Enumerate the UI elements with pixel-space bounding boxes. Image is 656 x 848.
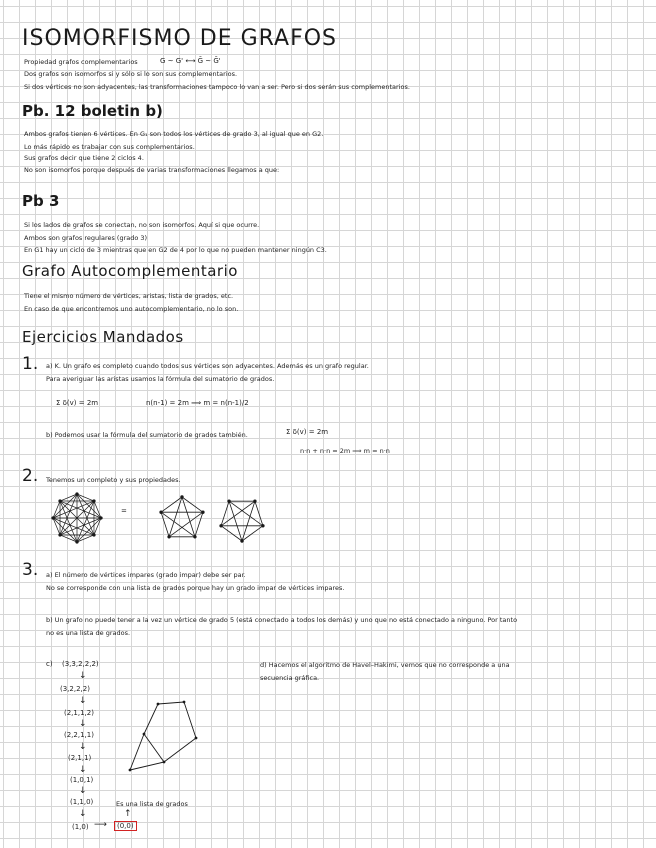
exercise-number-2: 2.: [22, 466, 39, 486]
up-arrow-icon: ↑: [124, 809, 132, 819]
section-heading-pb3: Pb 3: [22, 192, 60, 210]
e1-a-line: Para averiguar las aristas usamos la fórmula del sumatorio de grados.: [46, 375, 275, 383]
sequence-step: (2,1,1): [68, 754, 92, 762]
right-arrow-icon: ⟶: [94, 820, 107, 830]
graph-edge: [161, 512, 195, 537]
down-arrow-icon: ↓: [79, 765, 87, 775]
equals-sign: =: [121, 507, 127, 515]
section-heading-pb12: Pb. 12 boletin b): [22, 102, 163, 120]
exercise-number-3: 3.: [22, 560, 39, 580]
graph-vertex: [168, 535, 171, 538]
down-arrow-icon: ↓: [79, 742, 87, 752]
graph-k8-drawing: [42, 488, 112, 548]
sequence-step: (1,0,1): [70, 776, 94, 784]
page-title: ISOMORFISMO DE GRAFOS: [22, 26, 338, 51]
down-arrow-icon: ↓: [79, 809, 87, 819]
graph-vertex: [160, 511, 163, 514]
sequence-step: (3,2,2,2): [60, 685, 90, 693]
graph-edge: [255, 501, 263, 526]
auto-line: En caso de que encontremos uno autocomplementario, no lo son.: [24, 305, 239, 313]
sequence-step: (1,0): [72, 823, 89, 831]
e1-a-line: a) K. Un grafo es completo cuando todos sus vértices son adyacentes. Además es un grafo regular.: [46, 362, 369, 370]
graph-vertex: [241, 540, 244, 543]
graph-vertex: [93, 500, 96, 503]
graph-vertex: [59, 500, 62, 503]
e3-b-line: b) Un grafo no puede tener a la vez un vértice de grado 5 (está conectado a todos los demás) y uno que no está conectado a ninguno. Por tanto: [46, 616, 518, 624]
graph-vertex: [59, 534, 62, 537]
graph-vertex: [76, 541, 79, 544]
exercise-number-1: 1.: [22, 354, 39, 374]
e1-formula-n: n(n-1) = 2m ⟹ m = n(n-1)/2: [146, 399, 249, 407]
pb3-line: Si los lados de grafos se conectan, no son isomorfos. Aquí si que ocurre.: [24, 221, 260, 229]
graph-edge: [229, 501, 263, 526]
pb3-line: Ambos son grafos regulares (grado 3): [24, 234, 148, 242]
graph-vertex: [194, 535, 197, 538]
graph-vertex: [220, 524, 223, 527]
e1-b-formula-n: n·n + n·n = 2m ⟹ m = n·n: [300, 447, 390, 455]
e3-d-line: d) Hacemos el algoritmo de Havel–Hakimi, vemos que no corresponde a una: [260, 661, 510, 669]
graph-edge: [169, 512, 203, 537]
pb12-line: Lo más rápido es trabajar con sus complementarios.: [24, 143, 195, 151]
e3-a-line: a) El número de vértices impares (grado impar) debe ser par.: [46, 571, 246, 579]
e3-d-line: secuencia gráfica.: [260, 674, 320, 682]
e3-b-line: no es una lista de grados.: [46, 629, 131, 637]
graph-edge: [182, 497, 203, 512]
intro-line: Propiedad grafos complementarios: [24, 58, 138, 66]
graph-vertex: [93, 534, 96, 537]
e1-b-line: b) Podemos usar la fórmula del sumatorio de grados también.: [46, 431, 248, 439]
graph-edge: [221, 526, 242, 541]
graph-edge: [195, 512, 203, 537]
intro-line: Dos grafos son isomorfos si y sólo si lo son sus complementarios.: [24, 70, 238, 78]
graph-vertex: [100, 517, 103, 520]
graph-edge: [229, 501, 242, 541]
graph-vertex: [52, 517, 55, 520]
sequence-step: (3,3,2,2,2): [62, 660, 99, 668]
graph-vertex: [76, 493, 79, 496]
graph-edge: [182, 497, 195, 537]
e3-c-label: c): [46, 660, 53, 668]
pb12-line: No son isomorfos porque después de varias transformaciones llegamos a que:: [24, 166, 280, 174]
intro-formula: G ~ G' ⟷ Ḡ ~ Ḡ': [160, 57, 221, 65]
graph-vertex: [262, 524, 265, 527]
auto-line: Tiene el mismo número de vértices, aristas, lista de grados, etc.: [24, 292, 234, 300]
graph-edge: [221, 501, 229, 526]
graph-edge: [169, 497, 182, 537]
down-arrow-icon: ↓: [79, 719, 87, 729]
graph-edge: [242, 501, 255, 541]
sequence-graph-drawing: [128, 696, 198, 776]
intro-line: Si dos vértices no son adyacentes, las transformaciones tampoco lo van a ser. Pero si dos serán sus complementarios.: [24, 83, 410, 91]
graph-edge: [242, 526, 263, 541]
graph-edge: [161, 497, 182, 512]
graph-vertex: [228, 500, 231, 503]
sequence-step: (2,2,1,1): [64, 731, 94, 739]
section-heading-auto: Grafo Autocomplementario: [22, 262, 238, 280]
graph-k5-b-drawing: [214, 490, 270, 546]
e2-text: Tenemos un completo y sus propiedades.: [46, 476, 181, 484]
pb12-line: Ambos grafos tienen 6 vértices. En G₁ son todos los vértices de grado 3, al igual que en G2.: [24, 130, 324, 138]
e3-c-conclusion: Es una lista de grados: [116, 800, 188, 808]
down-arrow-icon: ↓: [79, 696, 87, 706]
e3-a-line: No se corresponde con una lista de grados porque hay un grado impar de vértices impares.: [46, 584, 345, 592]
sequence-step: (1,1,0): [70, 798, 94, 806]
graph-edge: [161, 512, 169, 537]
down-arrow-icon: ↓: [79, 786, 87, 796]
pb3-line: En G1 hay un ciclo de 3 mientras que en G2 de 4 por lo que no pueden mantener ningún C3.: [24, 246, 327, 254]
section-heading-ejercicios: Ejercicios Mandados: [22, 328, 184, 346]
graph-vertex: [254, 500, 257, 503]
sequence-step: (2,1,1,2): [64, 709, 94, 717]
graph-edge: [221, 501, 255, 526]
pb12-line: Sus grafos decir que tiene 2 ciclos 4.: [24, 154, 144, 162]
e1-b-formula-sum: Σ δ(v) = 2m: [286, 428, 329, 436]
graph-k5-a-drawing: [154, 490, 210, 546]
graph-vertex: [202, 511, 205, 514]
sequence-final-highlight: (0,0): [114, 821, 137, 831]
e1-formula-sum: Σ δ(v) = 2m: [56, 399, 99, 407]
graph-vertex: [181, 496, 184, 499]
down-arrow-icon: ↓: [79, 671, 87, 681]
